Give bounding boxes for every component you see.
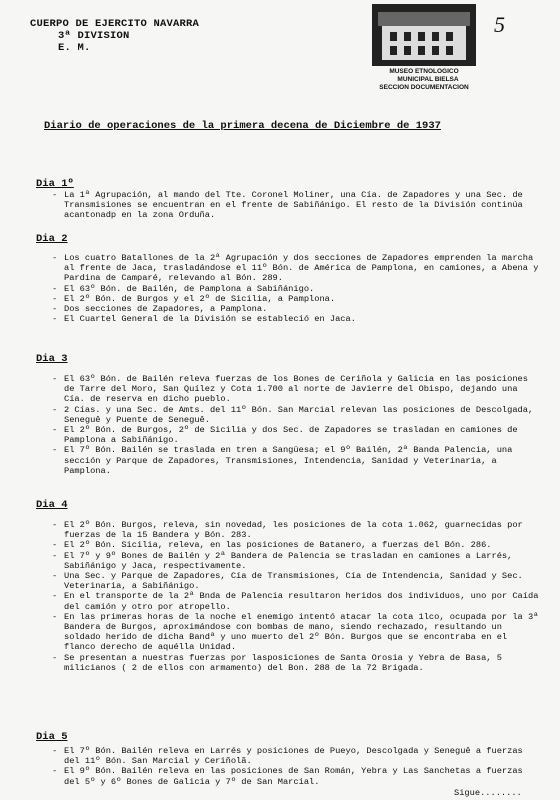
list-item: - El 2º Bón. de Burgos, 2º de Sicilia y dos Sec. de Zapadores se trasladan en camiones de Pamplona a Sabiñánigo.: [52, 425, 518, 446]
day-3-entries: [52, 374, 542, 476]
day-heading-2: Dia 2: [36, 233, 68, 245]
handwritten-page-number: 5: [494, 12, 505, 37]
museum-seal-text: [366, 68, 482, 92]
day-heading-3: Dia 3: [36, 353, 68, 365]
list-item: - La 1ª Agrupación, al mando del Tte. Coronel Moliner, una Cía. de Zapadores y una Sec. de Transmisiones se encuentran en el frente de Sabiñánigo. El resto de la División continúa acantonadp en la zona Orduña.: [52, 190, 523, 221]
list-item: - El 7º Bón. Bailén se traslada en tren a Sangüesa; el 9º Bailén, 2ª Banda Palencia, una sección y Parque de Zapadores, Transmisiones, Intendencia, Sanidad y Veterinaria, a Pamplona.: [52, 445, 513, 476]
list-item: - 2 Cías. y una Sec. de Amts. del 11º Bón. San Marcial relevan las posiciones de Descolgada, Seneguê y Puente de Seneguê.: [52, 404, 534, 425]
list-item: - En el transporte de la 2ª Bnda de Palencia resultaron heridos dos individuos, uno por Caída del camión y otro por atropello.: [52, 591, 539, 612]
header-line-2: 3ª DIVISION: [58, 30, 130, 42]
list-item: - El 63º Bón. de Bailén releva fuerzas de los Bones de Ceriñola y Galicia en las posiciones de Tarre del Moro, San Quílez y Cota 1.700 al norte de Javierre del Obispo, dejando una Cía. de reserva en dicho pueblo.: [52, 374, 528, 405]
list-item: - El Cuartel General de la División se estableció en Jaca.: [52, 314, 356, 325]
list-item: - El 2º Bón. Burgos, releva, sin novedad, les posiciones de la cota 1.062, guarnecidas por fuerzas de la 15 Bandera y Bón. 283.: [52, 520, 523, 541]
museum-seal: [366, 4, 482, 100]
list-item: - El 2º Bón. de Burgos y el 2º de Sicilia, a Pamplona.: [52, 293, 336, 304]
list-item: - En las primeras horas de la noche el enemigo intentó atacar la cota 1lco, ocupada por la 3ª Bandera de Burgos, aproximándose con bombas de mano, siendo rechazado, resultando un soldado herido de dicha Bandª y uno muerto del 2º Bón. Burgos que se encontraba en el flanco derecho de aquélla Unidad.: [52, 611, 539, 653]
day-2-entries: [52, 253, 542, 324]
list-item: - Se presentan a nuestras fuerzas por lasposiciones de Santa Orosia y Yebra de Basa, 5 milicianos ( 2 de ellos con armamento) del Bon. 288 de la 72 Brigada.: [52, 652, 502, 673]
day-5-entries: [52, 746, 542, 787]
header-line-3: E. M.: [58, 42, 91, 54]
seal-line-3: SECCION DOCUMENTACION: [379, 84, 469, 91]
continuation-note: Sigue........: [454, 788, 522, 798]
list-item: - Una Sec. y Parque de Zapadores, Cía de Transmisiones, Cía de Intendencia, Sanidad y Sec. Veterinaria, a Sabiñánigo.: [52, 571, 523, 592]
list-item: - El 7º y 9º Bones de Bailén y 2ª Bandera de Palencia se trasladan en camiones a Larrés, Sabiñánigo y Jaca, respectivamente.: [52, 550, 513, 571]
day-heading-4: Dia 4: [36, 499, 68, 511]
day-1-entries: [52, 190, 542, 221]
list-item: - Los cuatro Batallones de la 2ª Agrupación y dos secciones de Zapadores emprenden la marcha al frente de Jaca, trasladándose el 11º Bón. de América de Pamplona, en camiones, a Abena y Pardina de Camparé, relevando al Bón. 289.: [52, 253, 539, 284]
list-item: - El 9º Bón. Bailén releva en las posiciones de San Román, Yebra y Las Sanchetas a fuerzas del 5º y 6º Bones de Galicia y 7º de San Marcial.: [52, 766, 523, 787]
day-heading-5: Dia 5: [36, 731, 68, 743]
list-item: - El 63º Bón. de Bailén, de Pamplona a Sabiñánigo.: [52, 283, 315, 294]
list-item: - Dos secciones de Zapadores, a Pamplona.: [52, 304, 268, 315]
day-heading-1: Dia 1º: [36, 178, 74, 190]
list-item: - El 7º Bón. Bailén releva en Larrés y posiciones de Pueyo, Descolgada y Seneguê a fuerzas del 11º Bón. San Marcial y Ceriñolã.: [52, 746, 523, 767]
list-item: - El 2º Bón. Sicilia, releva, en las posiciones de Batanero, a fuerzas del Bón. 286.: [52, 540, 492, 551]
day-4-entries: [52, 520, 542, 673]
header-line-1: CUERPO DE EJERCITO NAVARRA: [30, 18, 200, 30]
document-title: Diario de operaciones de la primera decena de Diciembre de 1937: [44, 120, 441, 132]
seal-line-1: MUSEO ETNOLOGICO: [389, 68, 459, 75]
unit-header: [30, 18, 199, 54]
museum-building-logo: [372, 4, 476, 66]
seal-line-2: MUNICIPAL BIELSA: [397, 76, 459, 83]
